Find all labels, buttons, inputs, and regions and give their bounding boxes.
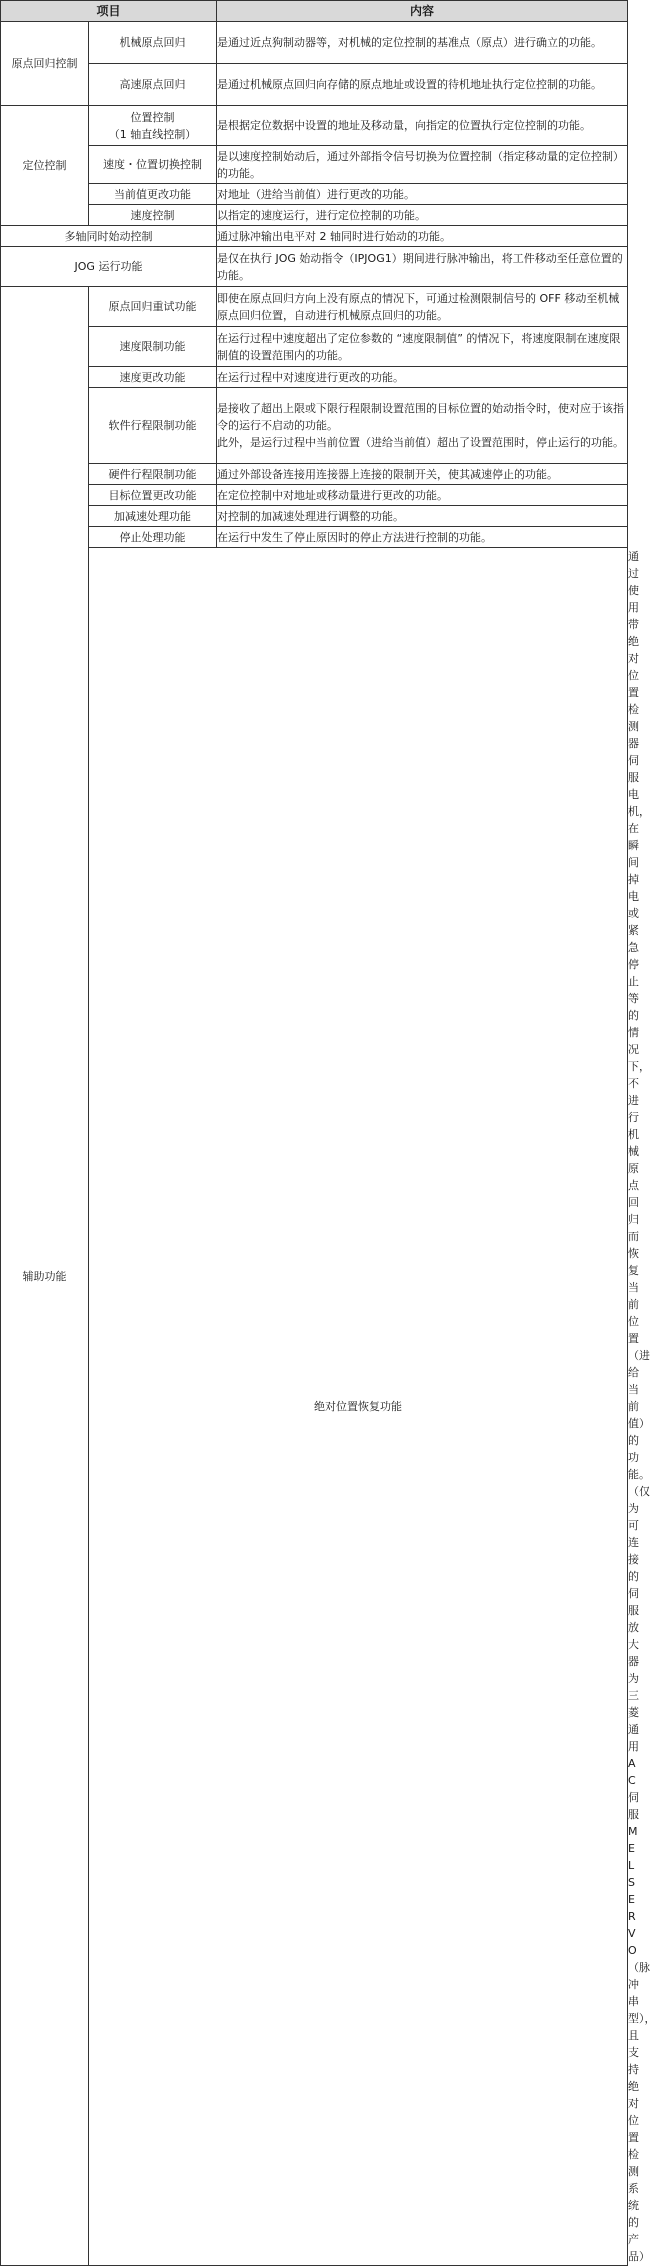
desc-speed-change: 在运行过程中对速度进行更改的功能。 (217, 367, 628, 388)
header-item: 项目 (1, 1, 217, 22)
func-speed-control: 速度控制 (89, 205, 217, 226)
desc-jog-operation: 是仅在执行 JOG 始动指令（IPJOG1）期间进行脉冲输出，将工件移动至任意位置的功能。 (217, 247, 628, 287)
table-row (1, 287, 628, 327)
desc-software-stroke-limit-p1: 是接收了超出上限或下限行程限制设置范围的目标位置的始动指令时，使对应于该指令的运行不启动的功能。 (217, 402, 625, 432)
desc-stop-process: 在运行中发生了停止原因时的停止方法进行控制的功能。 (217, 527, 628, 548)
table-row (1, 22, 628, 64)
desc-software-stroke-limit (217, 388, 628, 464)
func-speed-limit: 速度限制功能 (89, 327, 217, 367)
desc-software-stroke-limit-p2: 此外，是运行过程中当前位置（进给当前值）超出了设置范围时，停止运行的功能。 (217, 436, 625, 449)
table-row (1, 184, 628, 205)
table-row (1, 506, 628, 527)
table-header-row (1, 1, 628, 22)
table-row (1, 367, 628, 388)
table-row (1, 106, 628, 146)
func-multi-axis-start: 多轴同时始动控制 (1, 226, 217, 247)
func-fast-origin-return: 高速原点回归 (89, 64, 217, 106)
table-row (1, 226, 628, 247)
desc-origin-retry: 即使在原点回归方向上没有原点的情况下，可通过检测限制信号的 OFF 移动至机械原点回归位置，自动进行机械原点回归的功能。 (217, 287, 628, 327)
category-auxiliary: 辅助功能 (1, 287, 89, 2266)
table-row (1, 388, 628, 464)
desc-current-value-change: 对地址（进给当前值）进行更改的功能。 (217, 184, 628, 205)
desc-machine-origin-return: 是通过近点狗制动器等，对机械的定位控制的基准点（原点）进行确立的功能。 (217, 22, 628, 64)
func-jog-operation: JOG 运行功能 (1, 247, 217, 287)
table-row (1, 247, 628, 287)
table-row (1, 527, 628, 548)
desc-target-position-change: 在定位控制中对地址或移动量进行更改的功能。 (217, 485, 628, 506)
func-target-position-change: 目标位置更改功能 (89, 485, 217, 506)
category-positioning: 定位控制 (1, 106, 89, 226)
table-row: 绝对位置恢复功能 通过使用带绝对位置检测器伺服电机，在瞬间掉电或紧急停止等的情况下，不进行机械原点回归而恢复当前位置（进给当前值）的功能。（仅为可连接的伺服放大器为三菱通用 AC 伺服 MELSERVO（脉冲串型），且支持绝对位置检测系统的产品） (1, 548, 628, 2266)
table-row (1, 146, 628, 184)
func-position-control (89, 106, 217, 146)
table-row (1, 327, 628, 367)
func-hardware-stroke-limit: 硬件行程限制功能 (89, 464, 217, 485)
func-position-control-line2: （1 轴直线控制） (108, 127, 197, 141)
table-row (1, 464, 628, 485)
func-current-value-change: 当前值更改功能 (89, 184, 217, 205)
desc-position-control: 是根据定位数据中设置的地址及移动量，向指定的位置执行定位控制的功能。 (217, 106, 628, 146)
func-stop-process: 停止处理功能 (89, 527, 217, 548)
func-position-control-line1: 位置控制 (130, 110, 175, 124)
func-speed-change: 速度更改功能 (89, 367, 217, 388)
table-row (1, 64, 628, 106)
func-origin-retry: 原点回归重试功能 (89, 287, 217, 327)
func-machine-origin-return: 机械原点回归 (89, 22, 217, 64)
desc-speed-position-switch: 是以速度控制始动后，通过外部指令信号切换为位置控制（指定移动量的定位控制）的功能。 (217, 146, 628, 184)
func-software-stroke-limit: 软件行程限制功能 (89, 388, 217, 464)
func-accel-decel-process: 加减速处理功能 (89, 506, 217, 527)
desc-speed-control: 以指定的速度运行，进行定位控制的功能。 (217, 205, 628, 226)
table-row (1, 485, 628, 506)
category-origin-return: 原点回归控制 (1, 22, 89, 106)
desc-multi-axis-start: 通过脉冲输出电平对 2 轴同时进行始动的功能。 (217, 226, 628, 247)
desc-fast-origin-return: 是通过机械原点回归向存储的原点地址或设置的待机地址执行定位控制的功能。 (217, 64, 628, 106)
desc-hardware-stroke-limit: 通过外部设备连接用连接器上连接的限制开关，使其减速停止的功能。 (217, 464, 628, 485)
func-speed-position-switch: 速度・位置切换控制 (89, 146, 217, 184)
func-absolute-position-restore: 绝对位置恢复功能 (89, 548, 628, 2266)
desc-accel-decel-process: 对控制的加减速处理进行调整的功能。 (217, 506, 628, 527)
header-content: 内容 (217, 1, 628, 22)
desc-speed-limit: 在运行过程中速度超出了定位参数的 “速度限制值” 的情况下，将速度限制在速度限制值的设置范围内的功能。 (217, 327, 628, 367)
table-row (1, 205, 628, 226)
